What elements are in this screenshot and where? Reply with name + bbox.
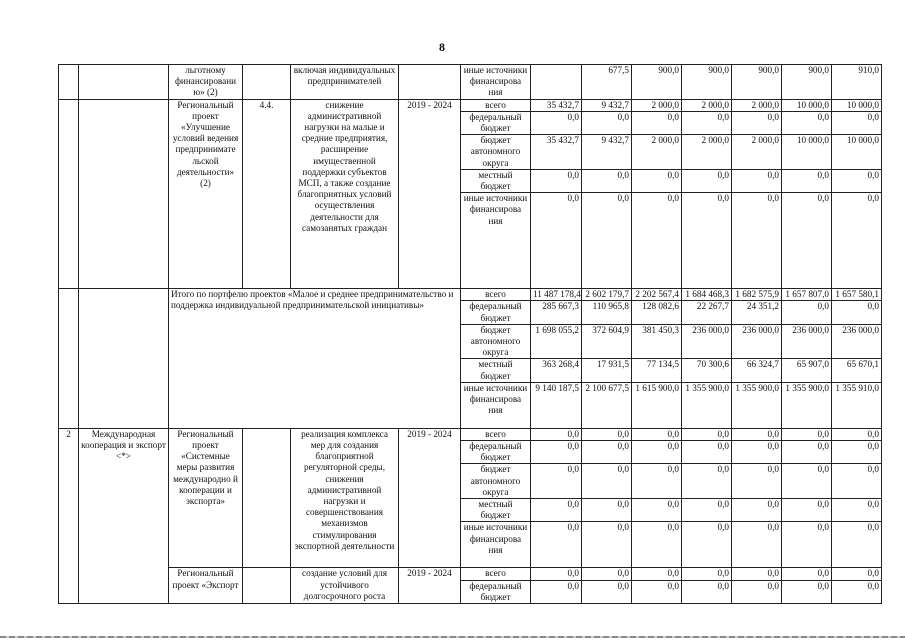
event-description: включая индивидуальных предпринимателей (291, 65, 399, 100)
financing-table (58, 64, 882, 604)
value-cell: 2 000,0 (682, 99, 732, 111)
value-cell: 285 667,3 (531, 301, 582, 324)
cell-empty (243, 65, 291, 100)
value-cell: 372 604,9 (582, 324, 632, 359)
value-cell: 65 907,0 (782, 359, 832, 382)
value-cell: 0,0 (582, 193, 632, 289)
funding-source: местный бюджет (461, 169, 531, 192)
value-cell: 1 615 900,0 (632, 382, 682, 428)
value-cell: 0,0 (782, 441, 832, 464)
funding-source: иные источники финансирова ния (461, 382, 531, 428)
table-row (59, 568, 882, 580)
value-cell: 2 100 677,5 (582, 382, 632, 428)
value-cell: 0,0 (732, 111, 782, 134)
funding-source: федеральный бюджет (461, 441, 531, 464)
value-cell: 0,0 (732, 499, 782, 522)
value-cell: 0,0 (632, 169, 682, 192)
value-cell: 0,0 (632, 441, 682, 464)
value-cell: 1 355 910,0 (832, 382, 882, 428)
funding-source: федеральный бюджет (461, 301, 531, 324)
value-cell: 0,0 (782, 568, 832, 580)
event-description: снижение административной нагрузки на малые и средние предприятия, расширение имущественной поддержки субъектов МСП, а также создание благоприятных условий осуществления деятельности для самозанятых граждан (291, 99, 399, 289)
value-cell: 2 000,0 (632, 99, 682, 111)
event-period: 2019 - 2024 (399, 99, 461, 289)
value-cell: 910,0 (832, 65, 882, 100)
value-cell (531, 65, 582, 100)
value-cell: 0,0 (582, 499, 632, 522)
value-cell: 0,0 (682, 499, 732, 522)
value-cell: 363 268,4 (531, 359, 582, 382)
cell-empty (59, 99, 79, 289)
value-cell: 0,0 (732, 568, 782, 580)
value-cell: 0,0 (632, 580, 682, 603)
value-cell: 0,0 (732, 441, 782, 464)
value-cell: 0,0 (531, 568, 582, 580)
value-cell: 0,0 (682, 441, 732, 464)
value-cell: 0,0 (732, 580, 782, 603)
value-cell: 900,0 (632, 65, 682, 100)
cell-empty (79, 289, 169, 429)
section-title: Международная кооперация и экспорт <*> (79, 428, 169, 603)
value-cell: 17 931,5 (582, 359, 632, 382)
table-row (59, 99, 882, 111)
value-cell: 0,0 (531, 193, 582, 289)
funding-source: федеральный бюджет (461, 580, 531, 603)
value-cell: 0,0 (682, 580, 732, 603)
table-row (59, 289, 882, 301)
value-cell: 0,0 (632, 428, 682, 440)
value-cell: 0,0 (531, 522, 582, 568)
value-cell: 1 355 900,0 (732, 382, 782, 428)
funding-source: бюджет автономного округа (461, 135, 531, 170)
value-cell: 677,5 (582, 65, 632, 100)
value-cell: 900,0 (782, 65, 832, 100)
value-cell: 66 324,7 (732, 359, 782, 382)
value-cell: 0,0 (832, 568, 882, 580)
value-cell: 0,0 (832, 464, 882, 499)
cell-empty (59, 65, 79, 100)
value-cell: 0,0 (682, 193, 732, 289)
value-cell: 0,0 (531, 428, 582, 440)
event-period: 2019 - 2024 (399, 568, 461, 604)
value-cell: 2 602 179,7 (582, 289, 632, 301)
cell-empty (399, 65, 461, 100)
funding-source: федеральный бюджет (461, 111, 531, 134)
value-cell: 0,0 (782, 193, 832, 289)
cell-empty (79, 65, 169, 100)
event-number: 4.4. (243, 99, 291, 289)
funding-source: всего (461, 99, 531, 111)
value-cell: 10 000,0 (832, 99, 882, 111)
value-cell: 10 000,0 (782, 99, 832, 111)
value-cell: 0,0 (832, 428, 882, 440)
funding-source: всего (461, 428, 531, 440)
value-cell: 0,0 (782, 499, 832, 522)
value-cell: 0,0 (531, 499, 582, 522)
value-cell: 0,0 (582, 580, 632, 603)
table-row (59, 65, 882, 100)
value-cell: 1 355 900,0 (782, 382, 832, 428)
value-cell: 0,0 (732, 522, 782, 568)
value-cell: 0,0 (782, 464, 832, 499)
funding-source: иные источники финансирова ния (461, 193, 531, 289)
value-cell: 110 965,8 (582, 301, 632, 324)
value-cell: 0,0 (582, 464, 632, 499)
value-cell: 10 000,0 (832, 135, 882, 170)
value-cell: 1 355 900,0 (682, 382, 732, 428)
value-cell: 2 000,0 (632, 135, 682, 170)
value-cell: 0,0 (782, 169, 832, 192)
value-cell: 0,0 (632, 568, 682, 580)
value-cell: 128 082,6 (632, 301, 682, 324)
value-cell: 0,0 (632, 464, 682, 499)
funding-source: местный бюджет (461, 359, 531, 382)
value-cell: 35 432,7 (531, 99, 582, 111)
value-cell: 0,0 (832, 111, 882, 134)
value-cell: 1 657 580,1 (832, 289, 882, 301)
value-cell: 0,0 (832, 522, 882, 568)
value-cell: 236 000,0 (732, 324, 782, 359)
value-cell: 0,0 (682, 464, 732, 499)
funding-source: всего (461, 289, 531, 301)
value-cell: 0,0 (682, 428, 732, 440)
value-cell: 900,0 (732, 65, 782, 100)
event-description: создание условий для устойчивого долгосрочного роста (291, 568, 399, 604)
value-cell: 0,0 (832, 169, 882, 192)
value-cell: 0,0 (531, 580, 582, 603)
value-cell: 236 000,0 (782, 324, 832, 359)
value-cell: 0,0 (582, 441, 632, 464)
funding-source: бюджет автономного округа (461, 464, 531, 499)
value-cell: 1 698 055,2 (531, 324, 582, 359)
value-cell: 2 000,0 (732, 99, 782, 111)
value-cell: 0,0 (531, 111, 582, 134)
value-cell: 0,0 (582, 428, 632, 440)
cell-empty (243, 568, 291, 604)
event-description: реализация комплекса мер для создания благоприятной регуляторной среды, снижения административной нагрузки и совершенствования механизмов стимулирования экспортной деятельности (291, 428, 399, 568)
value-cell: 0,0 (582, 111, 632, 134)
value-cell: 0,0 (682, 111, 732, 134)
value-cell: 22 267,7 (682, 301, 732, 324)
value-cell: 0,0 (531, 441, 582, 464)
value-cell: 35 432,7 (531, 135, 582, 170)
value-cell: 0,0 (782, 580, 832, 603)
value-cell: 11 487 178,4 (531, 289, 582, 301)
value-cell: 0,0 (732, 428, 782, 440)
value-cell: 0,0 (632, 522, 682, 568)
value-cell: 236 000,0 (832, 324, 882, 359)
value-cell: 9 140 187,5 (531, 382, 582, 428)
value-cell: 0,0 (782, 522, 832, 568)
value-cell: 0,0 (732, 169, 782, 192)
value-cell: 0,0 (832, 580, 882, 603)
value-cell: 77 134,5 (632, 359, 682, 382)
project-name: Региональный проект «Улучшение условий ведения предпринимате льской деятельности» (2) (169, 99, 243, 289)
value-cell: 0,0 (832, 301, 882, 324)
value-cell: 1 684 468,3 (682, 289, 732, 301)
funding-source: всего (461, 568, 531, 580)
value-cell: 2 000,0 (732, 135, 782, 170)
value-cell: 0,0 (531, 169, 582, 192)
value-cell: 0,0 (682, 568, 732, 580)
value-cell: 900,0 (682, 65, 732, 100)
value-cell: 0,0 (782, 428, 832, 440)
cell-empty (243, 428, 291, 568)
cell-empty (59, 289, 79, 429)
value-cell: 0,0 (632, 499, 682, 522)
value-cell: 236 000,0 (682, 324, 732, 359)
value-cell: 1 682 575,9 (732, 289, 782, 301)
value-cell: 0,0 (682, 522, 732, 568)
value-cell: 0,0 (832, 441, 882, 464)
event-period: 2019 - 2024 (399, 428, 461, 568)
value-cell: 0,0 (832, 499, 882, 522)
value-cell: 65 670,1 (832, 359, 882, 382)
table-row (59, 428, 882, 440)
funding-source: иные источники финансирова ния (461, 65, 531, 100)
value-cell: 0,0 (682, 169, 732, 192)
value-cell: 10 000,0 (782, 135, 832, 170)
value-cell: 2 202 567,4 (632, 289, 682, 301)
funding-source: бюджет автономного округа (461, 324, 531, 359)
scan-edge (0, 636, 905, 638)
portfolio-total-label: Итого по портфелю проектов «Малое и среднее предпринимательство и поддержка индивидуальной предпринимательской инициативы» (169, 289, 461, 429)
value-cell: 0,0 (531, 464, 582, 499)
value-cell: 0,0 (832, 193, 882, 289)
value-cell: 0,0 (732, 464, 782, 499)
value-cell: 0,0 (632, 111, 682, 134)
value-cell: 0,0 (732, 193, 782, 289)
section-number: 2 (59, 428, 79, 603)
value-cell: 0,0 (582, 522, 632, 568)
funding-source: иные источники финансирова ния (461, 522, 531, 568)
page-number: 8 (439, 40, 445, 54)
value-cell: 0,0 (632, 193, 682, 289)
value-cell: 381 450,3 (632, 324, 682, 359)
cell-empty (79, 99, 169, 289)
value-cell: 24 351,2 (732, 301, 782, 324)
project-name: Региональный проект «Системные меры развития международно й кооперации и экспорта» (169, 428, 243, 568)
value-cell: 1 657 807,0 (782, 289, 832, 301)
value-cell: 0,0 (782, 111, 832, 134)
value-cell: 9 432,7 (582, 135, 632, 170)
table-body (59, 65, 882, 604)
value-cell: 0,0 (582, 169, 632, 192)
value-cell: 9 432,7 (582, 99, 632, 111)
value-cell: 0,0 (782, 301, 832, 324)
funding-source: местный бюджет (461, 499, 531, 522)
value-cell: 0,0 (582, 568, 632, 580)
project-name: Региональный проект «Экспорт (169, 568, 243, 604)
value-cell: 70 300,6 (682, 359, 732, 382)
value-cell: 2 000,0 (682, 135, 732, 170)
project-name: льготному финансировани ю» (2) (169, 65, 243, 100)
